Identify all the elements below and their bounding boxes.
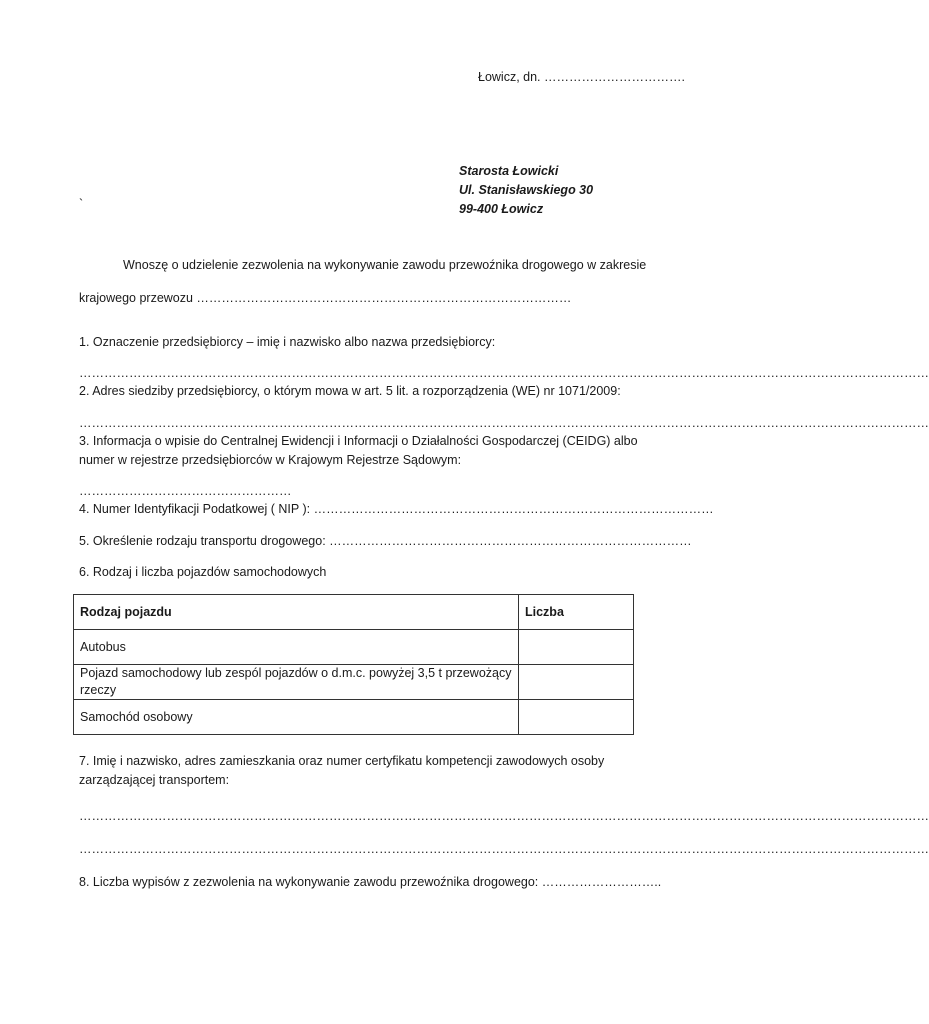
vehicle-type-cell: Autobus xyxy=(74,630,519,665)
table-row xyxy=(74,665,634,700)
stray-backtick: ` xyxy=(79,197,84,211)
addressee-line-1: Starosta Łowicki xyxy=(459,164,559,178)
item-7-label: 7. Imię i nazwisko, adres zamieszkania oraz numer certyfikatu kompetencji zawodowych osoby zarządzającej transportem: xyxy=(79,754,605,787)
item-4-label: 4. Numer Identyfikacji Podatkowej ( NIP ): …………………………………………………………………………………… xyxy=(79,502,714,516)
header-count: Liczba xyxy=(519,595,634,630)
header-vehicle-type: Rodzaj pojazdu xyxy=(74,595,519,630)
request-line-1: Wnoszę o udzielenie zezwolenia na wykonywanie zawodu przewoźnika drogowego w zakresie xyxy=(123,258,647,272)
request-line-2: krajowego przewozu ……………………………………………………………………………… xyxy=(79,291,572,305)
item-8-label: 8. Liczba wypisów z zezwolenia na wykonywanie zawodu przewoźnika drogowego: ……………………….. xyxy=(79,875,662,889)
vehicle-count-cell[interactable] xyxy=(519,700,634,735)
item-7-fill-line-1: …………………………………………………………………………………………………………………………………………………………………………………… xyxy=(79,809,929,823)
item-7-fill-line-2: …………………………………………………………………………………………………………………………………………………………………………………… xyxy=(79,842,929,856)
table-row xyxy=(74,630,634,665)
table-row xyxy=(74,700,634,735)
item-6-label: 6. Rodzaj i liczba pojazdów samochodowych xyxy=(79,565,327,579)
item-2-label: 2. Adres siedziby przedsiębiorcy, o którym mowa w art. 5 lit. a rozporządzenia (WE) nr 1071/2009: xyxy=(79,384,621,398)
item-1-label: 1. Oznaczenie przedsiębiorcy – imię i nazwisko albo nazwa przedsiębiorcy: xyxy=(79,335,496,349)
place-date-line: Łowicz, dn. ……………………………. xyxy=(478,70,685,84)
vehicle-count-cell[interactable] xyxy=(519,630,634,665)
vehicle-type-cell: Pojazd samochodowy lub zespól pojazdów o d.m.c. powyżej 3,5 t przewożący rzeczy xyxy=(74,665,519,700)
item-3-fill-line: …………………………………………… xyxy=(79,484,292,498)
item-1-fill-line: …………………………………………………………………………………………………………………………………………………………………………………… xyxy=(79,366,929,380)
item-5-label: 5. Określenie rodzaju transportu drogowego: …………………………………………………………………………… xyxy=(79,534,692,548)
vehicle-table xyxy=(73,594,634,735)
addressee-line-3: 99-400 Łowicz xyxy=(459,202,544,216)
vehicle-count-cell[interactable] xyxy=(519,665,634,700)
item-2-fill-line: …………………………………………………………………………………………………………………………………………………………………………………… xyxy=(79,416,929,430)
vehicle-type-cell: Samochód osobowy xyxy=(74,700,519,735)
addressee-line-2: Ul. Stanisławskiego 30 xyxy=(459,183,594,197)
item-3-label: 3. Informacja o wpisie do Centralnej Ewidencji i Informacji o Działalności Gospodarczej (CEIDG) albo numer w rejestrze przedsiębiorców w Krajowym Rejestrze Sądowym: xyxy=(79,434,638,467)
